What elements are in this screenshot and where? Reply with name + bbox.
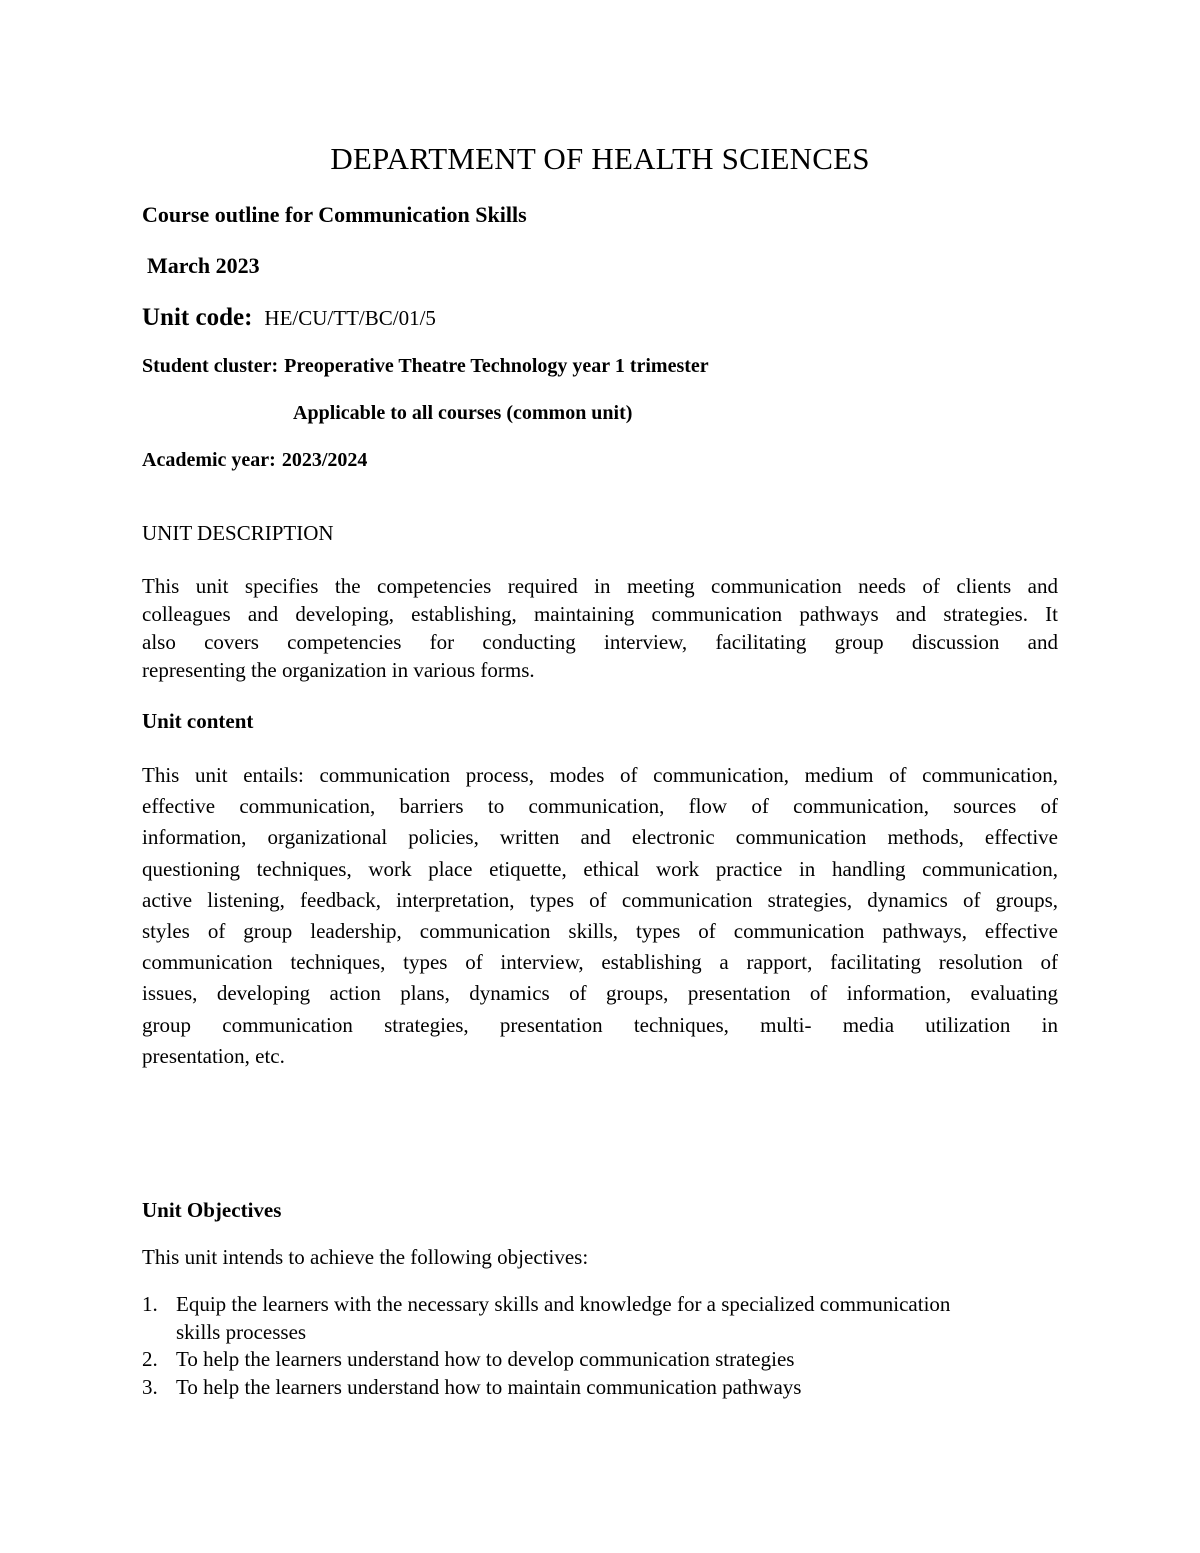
unit-content-line: styles of group leadership, communication skills, types of communication pathways, effective bbox=[142, 919, 1058, 944]
unit-objectives-intro: This unit intends to achieve the following objectives: bbox=[142, 1245, 589, 1269]
student-cluster-label: Student cluster: bbox=[142, 355, 279, 377]
objective-number: 1. bbox=[142, 1292, 158, 1316]
unit-content-line: questioning techniques, work place etiquette, ethical work practice in handling communication, bbox=[142, 856, 1058, 881]
academic-year-row bbox=[142, 449, 367, 472]
unit-content-line: information, organizational policies, written and electronic communication methods, effective bbox=[142, 825, 1058, 850]
unit-code-value: HE/CU/TT/BC/01/5 bbox=[264, 306, 436, 330]
unit-description-line: also covers competencies for conducting interview, facilitating group discussion and bbox=[142, 630, 1058, 654]
student-cluster-row bbox=[142, 355, 709, 378]
unit-content-line: presentation, etc. bbox=[142, 1043, 285, 1068]
student-cluster-value: Preoperative Theatre Technology year 1 trimester bbox=[284, 355, 709, 377]
unit-content-line: communication techniques, types of interview, establishing a rapport, facilitating resolution of bbox=[142, 950, 1058, 975]
unit-content-line: effective communication, barriers to communication, flow of communication, sources of bbox=[142, 794, 1058, 819]
unit-content-paragraph bbox=[142, 760, 1058, 1072]
academic-year-label: Academic year: bbox=[142, 449, 276, 471]
applicability-note: Applicable to all courses (common unit) bbox=[293, 402, 633, 424]
department-title: DEPARTMENT OF HEALTH SCIENCES bbox=[330, 141, 870, 176]
unit-content-line: This unit entails: communication process, modes of communication, medium of communication, bbox=[142, 763, 1058, 787]
unit-content-line: issues, developing action plans, dynamics of groups, presentation of information, evaluating bbox=[142, 981, 1058, 1006]
unit-code-label: Unit code: bbox=[142, 304, 253, 331]
unit-code-row bbox=[142, 304, 436, 332]
unit-description-heading: UNIT DESCRIPTION bbox=[142, 521, 334, 545]
unit-content-heading: Unit content bbox=[142, 709, 254, 733]
unit-objectives-heading: Unit Objectives bbox=[142, 1198, 282, 1222]
objective-text-continued: skills processes bbox=[176, 1319, 307, 1344]
unit-description-paragraph bbox=[142, 572, 1058, 684]
objective-item bbox=[142, 1291, 1082, 1346]
objectives-list bbox=[142, 1291, 1082, 1401]
academic-year-value: 2023/2024 bbox=[281, 449, 368, 471]
unit-description-line: This unit specifies the competencies required in meeting communication needs of clients and bbox=[142, 574, 1058, 598]
objective-text: Equip the learners with the necessary skills and knowledge for a specialized communication bbox=[176, 1292, 951, 1316]
unit-content-line: group communication strategies, presentation techniques, multi- media utilization in bbox=[142, 1012, 1058, 1037]
objective-text: To help the learners understand how to develop communication strategies bbox=[176, 1347, 795, 1371]
unit-description-line: representing the organization in various forms. bbox=[142, 658, 535, 682]
course-outline-heading: Course outline for Communication Skills bbox=[142, 202, 527, 227]
unit-description-line: colleagues and developing, establishing, maintaining communication pathways and strategies. It bbox=[142, 602, 1058, 626]
objective-item bbox=[142, 1374, 1082, 1402]
date-heading: March 2023 bbox=[147, 253, 260, 278]
unit-content-line: active listening, feedback, interpretation, types of communication strategies, dynamics of groups, bbox=[142, 887, 1058, 912]
objective-number: 3. bbox=[142, 1374, 158, 1399]
objective-item bbox=[142, 1346, 1082, 1374]
objective-number: 2. bbox=[142, 1347, 158, 1371]
objective-text: To help the learners understand how to maintain communication pathways bbox=[176, 1374, 802, 1399]
